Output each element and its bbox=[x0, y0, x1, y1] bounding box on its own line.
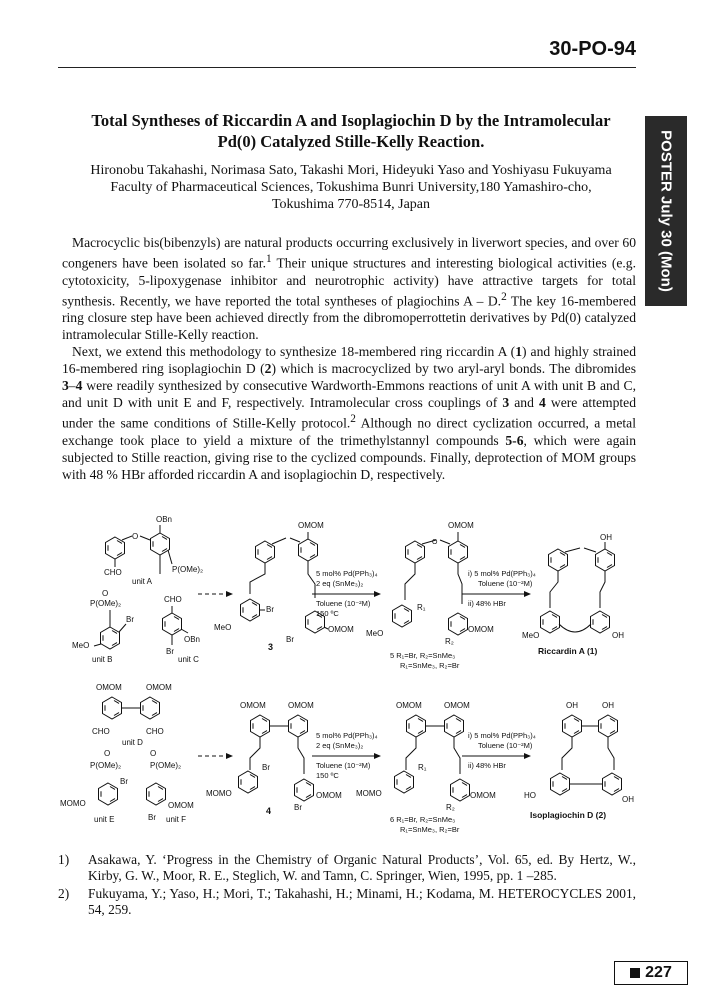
riccardin-label: Riccardin A (1) bbox=[538, 646, 598, 656]
reference-item bbox=[58, 852, 636, 884]
cho-label: CHO bbox=[104, 568, 122, 577]
title-line-1: Total Syntheses of Riccardin A and Isoplagiochin D by the Intramolecular bbox=[91, 111, 611, 130]
r1-label: R₁ bbox=[417, 603, 426, 612]
reference-text: Asakawa, Y. ‘Progress in the Chemistry of Organic Natural Products’, Vol. 65, ed. By Hertz, W., Kirby, G. W., Moor, R. E., Steglich, W. and Tamn, C. Springer, Wien, 1995, pp. 1 –285. bbox=[88, 852, 636, 883]
meo-label-5: MeO bbox=[366, 629, 384, 638]
br-label-3b: Br bbox=[286, 635, 294, 644]
compound-ref: 4 bbox=[538, 395, 546, 411]
synthesis-scheme bbox=[60, 512, 640, 842]
author-names: Hironobu Takahashi, Norimasa Sato, Takashi Mori, Hideyuki Yaso and Yoshiyasu Fukuyama bbox=[90, 163, 612, 178]
br-4a: Br bbox=[262, 763, 270, 772]
meo-label-3: MeO bbox=[214, 623, 232, 632]
square-icon bbox=[630, 968, 640, 978]
r2-label: R₂ bbox=[445, 637, 454, 646]
compound-ref: 2 bbox=[264, 361, 272, 377]
r2-6: R₂ bbox=[446, 803, 455, 812]
page-number-box bbox=[614, 961, 688, 985]
omom-6b: OMOM bbox=[444, 701, 470, 710]
unit-c-label: unit C bbox=[178, 655, 199, 664]
oh-i3: OH bbox=[622, 795, 634, 804]
br-label: Br bbox=[126, 615, 134, 624]
reference-number: 2) bbox=[58, 886, 70, 901]
compound-4-label: 4 bbox=[266, 806, 272, 816]
p2-text-b: ) and highly strained 16-membered ring isoplagiochin D ( bbox=[62, 344, 636, 377]
ho-i: HO bbox=[524, 791, 536, 800]
cond1-d: 150 ºC bbox=[316, 609, 339, 618]
r1-6: R₁ bbox=[418, 763, 427, 772]
cond2-b: Toluene (10⁻²M) bbox=[478, 579, 533, 588]
omom-6a: OMOM bbox=[396, 701, 422, 710]
compound-4-structure bbox=[206, 701, 342, 816]
br-f: Br bbox=[148, 813, 156, 822]
cmpd6-line-b: R₁=SnMe₃, R₂=Br bbox=[400, 825, 460, 834]
omom-label: OMOM bbox=[298, 521, 324, 530]
isoplagiochin-d-structure bbox=[524, 701, 634, 820]
unit-c-structure bbox=[163, 595, 201, 664]
cond1-c: Toluene (10⁻²M) bbox=[316, 599, 371, 608]
p2-text-c: ) which is macrocyclized by two aryl-aryl bonds. The dibromides bbox=[271, 361, 636, 377]
abstract-body bbox=[62, 234, 636, 483]
page-number: 227 bbox=[645, 964, 672, 981]
unit-a-label: unit A bbox=[132, 577, 153, 586]
riccardin-a-structure bbox=[522, 533, 624, 656]
omom-4b: OMOM bbox=[288, 701, 314, 710]
cmpd5-line-b: R₁=SnMe₃, R₂=Br bbox=[400, 661, 460, 670]
oh-i1: OH bbox=[566, 701, 578, 710]
br-label-3a: Br bbox=[266, 605, 274, 614]
header-rule bbox=[58, 67, 636, 68]
compound-ref: 1 bbox=[515, 344, 523, 360]
momo-6: MOMO bbox=[356, 789, 382, 798]
author-block bbox=[58, 162, 644, 213]
p1-text-b: Their unique structures and interesting biological activities (e.g. cytotoxicity, 5-lipoxygenase inhibitor and neurotrophic activity) have attractive targets for total synthesis. Recently, we have reported the total syntheses of plagiochins A – D. bbox=[62, 255, 636, 309]
title-line-2: Pd(0) Catalyzed Stille-Kelly Reaction. bbox=[217, 132, 485, 151]
unit-e-label: unit E bbox=[94, 815, 115, 824]
obn-label-c: OBn bbox=[184, 635, 201, 644]
br-e: Br bbox=[120, 777, 128, 786]
oh-i2: OH bbox=[602, 701, 614, 710]
citation-1: 1 bbox=[265, 253, 272, 265]
cmpd6-line-a: 6 R₁=Br, R₂=SnMe₃ bbox=[390, 815, 456, 824]
momo-e: MOMO bbox=[60, 799, 86, 808]
paper-title bbox=[58, 110, 644, 152]
cond3-c: Toluene (10⁻²M) bbox=[316, 761, 371, 770]
cho-d2: CHO bbox=[146, 727, 164, 736]
reference-item bbox=[58, 886, 636, 918]
citation-2: 2 bbox=[501, 290, 507, 303]
cond2-c: ii) 48% HBr bbox=[468, 599, 506, 608]
p1-text: Macrocyclic bis(bibenzyls) are natural products occurring exclusively in liverwort species, and over 60 congeners have been isolated so far. bbox=[62, 235, 636, 271]
unit-f-label: unit F bbox=[166, 815, 187, 824]
side-tab-label: POSTER July 30 (Mon) bbox=[657, 130, 675, 292]
o-f: O bbox=[150, 749, 157, 758]
unit-f-structure bbox=[147, 749, 195, 824]
br-4b: Br bbox=[294, 803, 302, 812]
p2-text-d: were readily synthesized by consecutive Wardworth-Emmons reactions of unit A with unit B and C, and unit D with unit E and F, respectively. Intramolecular cross couplings of bbox=[62, 378, 636, 411]
compound-ref: 5-6 bbox=[505, 432, 524, 448]
cond4-a: i) 5 mol% Pd(PPh₃)₄ bbox=[468, 731, 536, 740]
o-e: O bbox=[104, 749, 111, 758]
affiliation-line-2: Tokushima 770-8514, Japan bbox=[271, 197, 431, 212]
p2-text-f: were attempted under the same conditions of Stille-Kelly protocol. bbox=[62, 395, 636, 431]
compound-ref: 4 bbox=[75, 378, 83, 394]
isoplagiochin-label: Isoplagiochin D (2) bbox=[530, 810, 607, 820]
omom-6c: OMOM bbox=[470, 791, 496, 800]
cmpd5-line-a: 5 R₁=Br, R₂=SnMe₃ bbox=[390, 651, 456, 660]
cond2-a: i) 5 mol% Pd(PPh₃)₄ bbox=[468, 569, 536, 578]
unit-b-label: unit B bbox=[92, 655, 113, 664]
citation-2b: 2 bbox=[350, 413, 356, 426]
cond4-b: Toluene (10⁻²M) bbox=[478, 741, 533, 750]
omom-label-5: OMOM bbox=[448, 521, 474, 530]
scheme-svg bbox=[60, 512, 640, 842]
compound-ref: 3 bbox=[502, 395, 510, 411]
p2-text-h: , which were again subjected to Stille reaction, giving rise to the cyclized compounds. Finally, deprotection of MOM groups with 48 % HBr afforded riccardin A and isoplagiochin D, respectively. bbox=[62, 432, 636, 482]
unit-b-structure bbox=[72, 589, 134, 664]
cho-d1: CHO bbox=[92, 727, 110, 736]
unit-d-structure bbox=[92, 683, 172, 747]
oh-label-r1: OH bbox=[600, 533, 612, 542]
phosphonate-label-b: P(OMe)₂ bbox=[90, 599, 122, 608]
omom-f: OMOM bbox=[168, 801, 194, 810]
reference-text: Fukuyama, Y.; Yaso, H.; Mori, T.; Takahashi, H.; Minami, H.; Kodama, M. HETEROCYCLES 2001, 54, 259. bbox=[88, 886, 636, 917]
o-label-5: O bbox=[432, 539, 438, 546]
momo-4: MOMO bbox=[206, 789, 232, 798]
o-label: O bbox=[102, 589, 109, 598]
ether-o-label: O bbox=[132, 532, 139, 541]
cond1-a: 5 mol% Pd(PPh₃)₄ bbox=[316, 569, 378, 578]
p1-text-c: The key 16-membered ring closure step have been achieved directly from the dibromoperrottetin derivatives by Pd(0) catalyzed intramolecular Stille-Kelly reaction. bbox=[62, 293, 637, 343]
cho-label-c: CHO bbox=[164, 595, 182, 604]
phos-f: P(OMe)₂ bbox=[150, 761, 182, 770]
compound-5-structure bbox=[366, 521, 494, 670]
omom-label-5b: OMOM bbox=[468, 625, 494, 634]
p2-text-a: Next, we extend this methodology to synthesize 18-membered ring riccardin A ( bbox=[72, 344, 516, 360]
compound-3-label: 3 bbox=[268, 642, 274, 652]
oh-label-r2: OH bbox=[612, 631, 624, 640]
session-code: 30-PO-94 bbox=[549, 38, 636, 60]
obn-label: OBn bbox=[156, 515, 173, 524]
cond4-c: ii) 48% HBr bbox=[468, 761, 506, 770]
meo-label: MeO bbox=[72, 641, 90, 650]
reference-number: 1) bbox=[58, 852, 70, 867]
phos-e: P(OMe)₂ bbox=[90, 761, 122, 770]
poster-side-tab bbox=[645, 116, 687, 306]
compound-ref: 3 bbox=[62, 378, 69, 394]
affiliation-line-1: Faculty of Pharmaceutical Sciences, Tokushima Bunri University,180 Yamashiro-cho, bbox=[110, 180, 592, 195]
paragraph-2 bbox=[62, 343, 636, 483]
omom-d2: OMOM bbox=[146, 683, 172, 692]
cond1-b: 2 eq (SnMe₃)₂ bbox=[316, 579, 364, 588]
unit-a-structure bbox=[104, 515, 203, 586]
meo-label-r: MeO bbox=[522, 631, 540, 640]
paragraph-1 bbox=[62, 234, 636, 343]
omom-d1: OMOM bbox=[96, 683, 122, 692]
references bbox=[58, 852, 636, 920]
p2-dash: – bbox=[68, 378, 76, 394]
unit-d-label: unit D bbox=[122, 738, 143, 747]
p2-text-e: and bbox=[509, 395, 539, 411]
br-label-c: Br bbox=[166, 647, 174, 656]
omom-4c: OMOM bbox=[316, 791, 342, 800]
phosphonate-label: P(OMe)₂ bbox=[172, 565, 204, 574]
cond3-a: 5 mol% Pd(PPh₃)₄ bbox=[316, 731, 378, 740]
cond3-d: 150 ºC bbox=[316, 771, 339, 780]
omom-4a: OMOM bbox=[240, 701, 266, 710]
unit-e-structure bbox=[60, 749, 128, 824]
p2-text-g: Although no direct cyclization occurred, a metal exchange took place to yield a mixture of the trimethylstannyl compounds bbox=[62, 415, 636, 448]
cond3-b: 2 eq (SnMe₃)₂ bbox=[316, 741, 364, 750]
omom-label-3: OMOM bbox=[328, 625, 354, 634]
